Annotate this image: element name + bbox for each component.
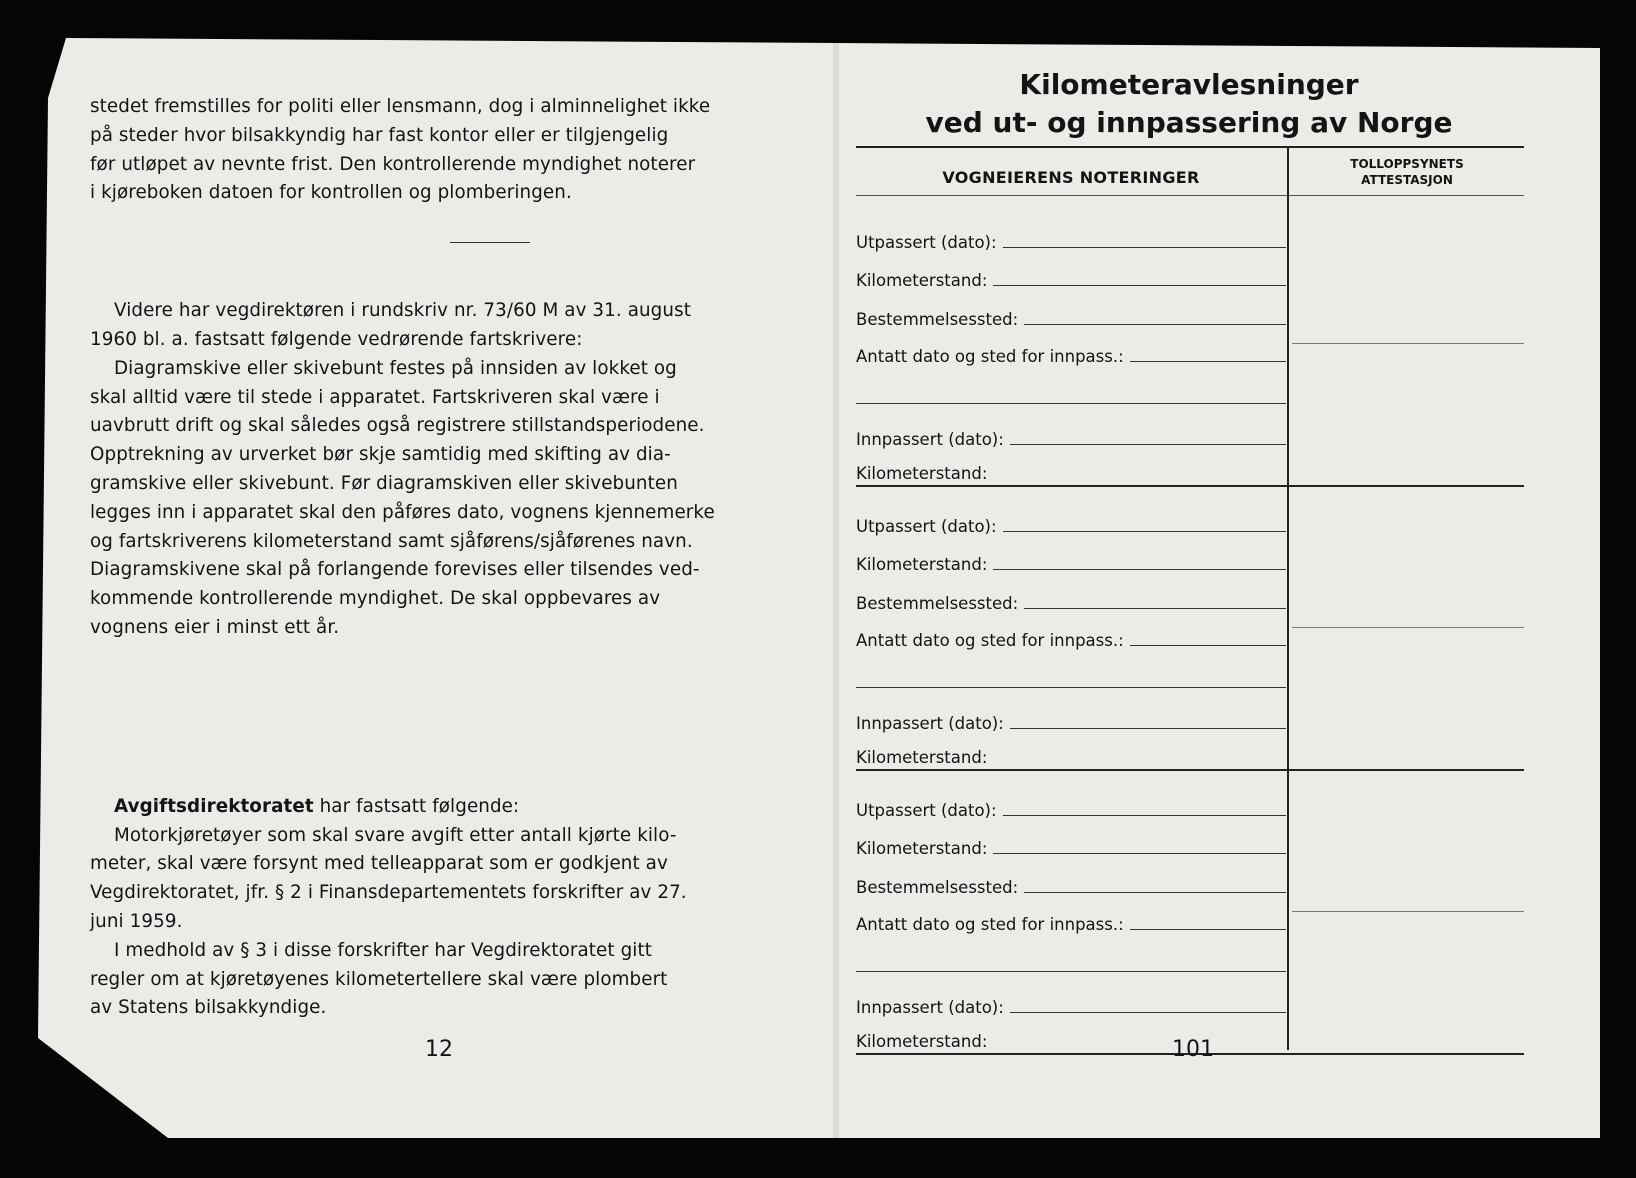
column-divider <box>1287 148 1289 1050</box>
paragraph-6: I medhold av § 3 i disse forskrifter har Vegdirektoratet gitt regler om at kjøretøyenes kilometertellere skal være plombert av Statens bilsakkyndige. <box>90 939 668 1019</box>
kilometerstand-inn-field[interactable]: Kilometerstand: <box>856 748 988 767</box>
bestemmelsessted-field[interactable]: Bestemmelsessted: <box>856 303 1286 329</box>
antatt-innpass-field[interactable]: Antatt dato og sted for innpass.: <box>856 624 1286 650</box>
blank-line[interactable] <box>856 971 1286 972</box>
innpassert-field[interactable]: Innpassert (dato): <box>856 707 1286 733</box>
form-top-rule <box>856 146 1524 148</box>
kilometerstand-ut-field[interactable]: Kilometerstand: <box>856 832 1286 858</box>
utpassert-field[interactable]: Utpassert (dato): <box>856 510 1286 536</box>
form-section-2 <box>856 487 1524 771</box>
antatt-innpass-field[interactable]: Antatt dato og sted for innpass.: <box>856 908 1286 934</box>
form-section-1 <box>856 203 1524 487</box>
utpassert-field[interactable]: Utpassert (dato): <box>856 794 1286 820</box>
bestemmelsessted-field[interactable]: Bestemmelsessted: <box>856 587 1286 613</box>
utpassert-field[interactable]: Utpassert (dato): <box>856 226 1286 252</box>
paragraph-4: Avgiftsdirektoratet har fastsatt følgende: <box>114 795 520 817</box>
paragraph-2: Videre har vegdirektøren i rundskriv nr. 73/60 M av 31. august 1960 bl. a. fastsatt følgende vedrørende fartskrivere: <box>90 300 691 350</box>
left-page <box>90 93 740 1023</box>
page-number-right: 101 <box>1172 1037 1214 1062</box>
blank-line[interactable] <box>856 687 1286 688</box>
avgiftsdirektoratet-heading: Avgiftsdirektoratet <box>114 795 314 817</box>
vogneier-column-header: VOGNEIERENS NOTERINGER <box>942 168 1200 187</box>
bestemmelsessted-field[interactable]: Bestemmelsessted: <box>856 871 1286 897</box>
page-number-left: 12 <box>425 1037 453 1062</box>
form-subtitle: ved ut- og innpassering av Norge <box>925 106 1453 139</box>
kilometerstand-inn-field[interactable]: Kilometerstand: <box>856 1032 988 1051</box>
attestasjon-line[interactable] <box>1292 343 1524 344</box>
paragraph-3: Diagramskive eller skivebunt festes på innsiden av lokket og skal alltid være til stede i apparatet. Fartskriveren skal være i uavbrutt drift og skal således også registrere stillstandsperiodene. Opptrekning av urverket bør skje samtidig med skifting av dia- gramskive eller skivebunt. Før diagramskiven eller skivebunten legges inn i apparatet skal den påføres dato, vognens kjennemerke og fartskriverens kilometerstand samt sjåførens/sjåførenes navn. Diagramskivene skal på forlangende forevises eller tilsendes ved- kommende kontrollerende myndighet. De skal oppbevares av vognens eier i minst ett år. <box>90 357 715 638</box>
tolloppsyn-column-header: TOLLOPPSYNETS ATTESTASJON <box>1350 157 1464 187</box>
attestasjon-line[interactable] <box>1292 627 1524 628</box>
innpassert-field[interactable]: Innpassert (dato): <box>856 991 1286 1017</box>
paragraph-1: stedet fremstilles for politi eller lensmann, dog i alminnelighet ikke på steder hvor bilsakkyndig har fast kontor eller er tilgjengelig før utløpet av nevnte frist. Den kontrollerende myndighet noterer i kjøreboken datoen for kontrollen og plomberingen. <box>90 96 711 204</box>
page-fold <box>833 38 839 1138</box>
kilometerstand-ut-field[interactable]: Kilometerstand: <box>856 264 1286 290</box>
kilometerstand-ut-field[interactable]: Kilometerstand: <box>856 548 1286 574</box>
antatt-innpass-field[interactable]: Antatt dato og sted for innpass.: <box>856 340 1286 366</box>
paragraph-5: Motorkjøretøyer som skal svare avgift etter antall kjørte kilo- meter, skal være forsynt med telleapparat som er godkjent av Vegdirektoratet, jfr. § 2 i Finansdepartementets forskrifter av 27. juni 1959. <box>90 824 687 932</box>
form-title: Kilometeravlesninger <box>1019 68 1359 101</box>
header-rule <box>856 195 1524 196</box>
form-section-3 <box>856 771 1524 1055</box>
kilometerstand-inn-field[interactable]: Kilometerstand: <box>856 464 988 483</box>
attestasjon-line[interactable] <box>1292 911 1524 912</box>
innpassert-field[interactable]: Innpassert (dato): <box>856 423 1286 449</box>
blank-line[interactable] <box>856 403 1286 404</box>
